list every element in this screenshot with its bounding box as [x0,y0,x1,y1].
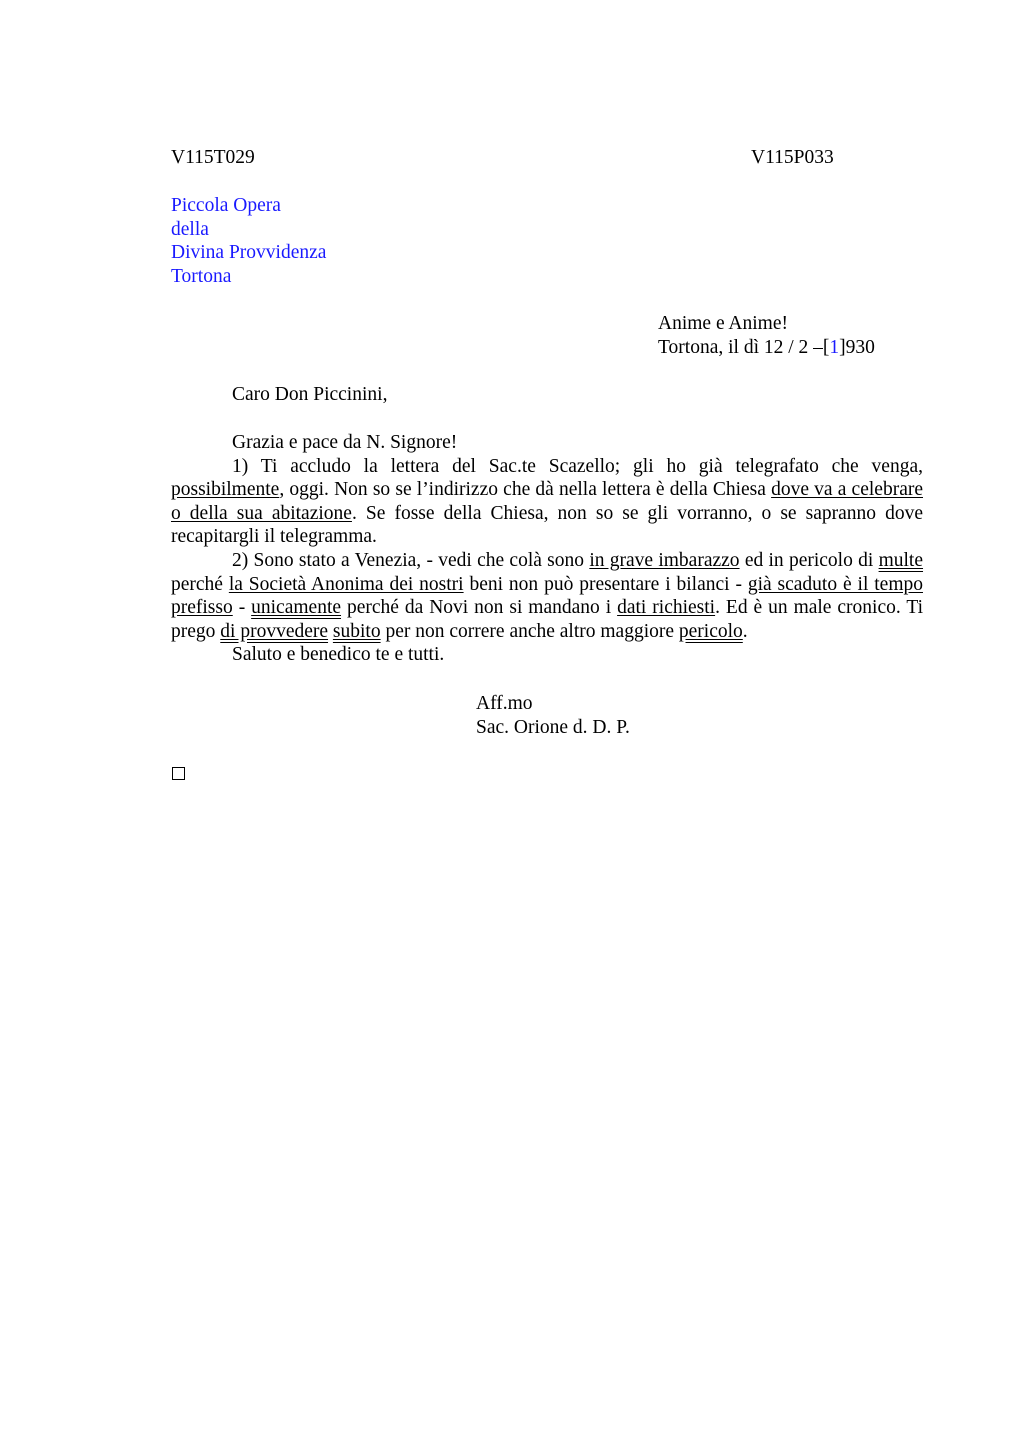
double-underlined-text: unicamente [251,597,342,619]
text-run: 2) Sono stato a Venezia, - vedi che colà sono [232,549,590,571]
greeting: Grazia e pace da N. Signore! [232,432,458,453]
text-run: per non correre anche altro maggiore [380,620,679,642]
salutation: Caro Don Piccinini, [232,384,388,405]
text-run: perché [171,573,229,595]
text-run: . Ed è un male cronico. Ti prego [171,597,923,642]
text-run: beni non può presentare i bilanci - [463,573,748,595]
place-date-suffix: ]930 [839,337,875,358]
editorial-insertion: 1 [829,337,840,358]
underlined-text: in grave imbarazzo [589,549,740,571]
underlined-text: già scaduto è il tempo [747,573,923,595]
motto: Anime e Anime! [658,313,788,334]
underlined-text: la Società Anonima dei nostri [228,573,464,595]
paragraph-1 [171,455,923,549]
underlined-text: prefisso [171,597,233,619]
double-underlined-text: pericolo [678,620,743,642]
text-run: ed in pericolo di [739,549,879,571]
letter-body [171,432,924,667]
underlined-text: possibilmente [171,479,280,501]
text-run: , oggi. Non so se l’indirizzo che dà nella lettera è della Chiesa [279,479,772,501]
paragraph-2 [171,549,923,643]
letterhead-line: della [171,219,209,240]
place-date [658,336,875,360]
double-underlined-text: subito [332,620,381,642]
text-run: . [742,620,748,642]
underlined-text: dati richiesti [617,597,716,619]
text-run: 1) Ti accludo la lettera del Sac.te Scazello; gli ho già telegrafato che venga, [232,455,923,477]
closing-line: Saluto e benedico te e tutti. [232,644,445,666]
text-run: - [232,597,252,619]
text-run: . Se fosse della Chiesa, non so se gli vorranno, o se sapranno dove recapitargli il telegramma. [171,502,923,548]
signature-line: Aff.mo [476,693,533,714]
underlined-text: dove va a celebrare o della sua abitazione [171,479,923,524]
double-underlined-text: multe [878,549,924,571]
square-outline-icon [172,767,185,780]
document-code-left: V115T029 [171,147,255,168]
letterhead-line: Piccola Opera [171,195,281,216]
place-date-prefix: Tortona, il dì 12 / 2 –[ [658,337,830,358]
document-code-right: V115P033 [751,147,834,168]
text-run: perché da Novi non si mandano i [341,597,618,619]
letterhead-line: Divina Provvidenza [171,242,327,263]
signature-name: Sac. Orione d. D. P. [476,717,630,738]
letterhead-line: Tortona [171,266,232,287]
double-underlined-text: di provvedere [220,620,329,642]
